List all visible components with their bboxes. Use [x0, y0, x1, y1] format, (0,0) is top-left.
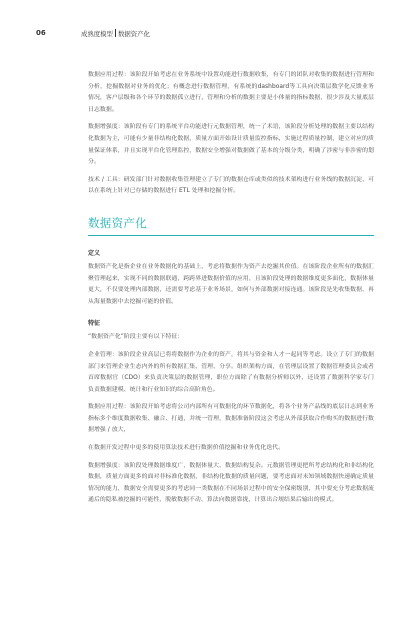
paragraph-application-process: 数据应用过程：该阶段开始考虑将公司内部所有可数据化的环节数据化，将各个业务产品线的底层日志到业务指标多个维度数据收集、融合、打通，并统一管理，数据准备阶段这会考虑从外部获取合作购买的数据进行数据增强 / 放大，: [88, 404, 374, 434]
paragraph-technology-tools: 技术 / 工具：研发部门针对数据收集管理建立了专门的数据仓库或类似的技术架构进行业务线的数据沉淀，可以在系统上针对已存储的数据进行 ETL 处理和挖掘分析。: [88, 176, 374, 195]
main-content: [88, 70, 374, 513]
definition-heading: 定义: [88, 249, 101, 257]
page-number: 06: [36, 29, 46, 37]
running-header-title: [81, 29, 150, 38]
paragraph-enterprise-management: 企业管理：该阶段企业高层已将将数据作为企业的资产，将其与资金和人才一起同等考虑。设立了专门的数据部门来管理企业生态内外的所有数据汇集、管理、分享。组织架构方面，在管理层设置了数据管理委员会或者首席数据官（CDO）来负责决策层的数据管理，职位方面除了有数据分析师以外，还设置了数据科学家专门负责数据建模、统计和行业知识的综合高阶角色。: [88, 351, 374, 393]
header-title-sub: 数据资产化: [117, 30, 150, 38]
paragraph-development-process: 在数据开发过程中更多的使用算法技术进行数据价值挖掘和业务优化迭代。: [88, 445, 285, 452]
paragraph-definition: 数据资产化是指企业在业务数据化的基础上，考虑将数据作为资产去挖掘其价值。在该阶段企业所有的数据汇聚管理起来，实现不同的数据联通，跨跨界进数据价值的应用，且该阶段处理的数据维度更多面化，数据体量更大，不仅要处理内部数据，还需要考虑基于业务场景，如何与外部数据对接连通。该阶段是先收集数据，再从海量数据中去挖掘可能的价值。: [88, 263, 374, 305]
section-divider: [88, 235, 374, 236]
paragraph-data-enhancement: 数据增强度：该阶段有专门的系统平台功能进行元数据管理，统一了术语，该阶段分析处理的数据主要以结构化数据为主，可能有少量非结构化数据，质量方面开始设计质量监控指标，实施过程质量控制，建立对应的质量保证体系，并且实现平台化管理监控，数据安全增强对数据做了基本的分级分类，明确了涉密与非涉密的划分。: [88, 124, 374, 166]
section-title: 数据资产化: [88, 215, 147, 230]
page-header: [0, 0, 413, 68]
paragraph-data-enhancement-2: 数据增强度：该阶段处理数据维度广，数据体量大，数据结构复杂。元数据管理更把所考虑结构化和非结构化数据，质量方面更多的面对非标准化数据，非结构化数据的质量问题，要考虑面对未知领域数据快速确定质量情况的能力，数据安全需要更多的考虑同一类数据在不同场景过程中的安全保密级别，其中要充分考虑数据流通后的隐私被挖掘的可能性，脱敏数据不动、算法向数据靠拢，计算出合规结果后输出的模式。: [88, 462, 374, 504]
paragraph-features-intro: “数据资产化”阶段主要有以下特征：: [88, 334, 184, 341]
header-title-main: 成熟度模型: [81, 30, 113, 38]
paragraph-data-application: 数据应用过程：该阶段开始考虑在业务系统中设置功能进行数据收集，有专门的团队对收集的数据进行管理和分析，挖掘数据对业务的优化；有概念进行数据管理，有系统的dashboard等工具向决策层数学化反馈业务情况，客户层级和各个环节的数据孤立进行，管理和分析的数据主要是小体量的指标数据，很少涉及大量底层日志数据。: [88, 72, 374, 113]
features-heading: 特征: [88, 320, 101, 328]
header-divider: [115, 29, 116, 37]
